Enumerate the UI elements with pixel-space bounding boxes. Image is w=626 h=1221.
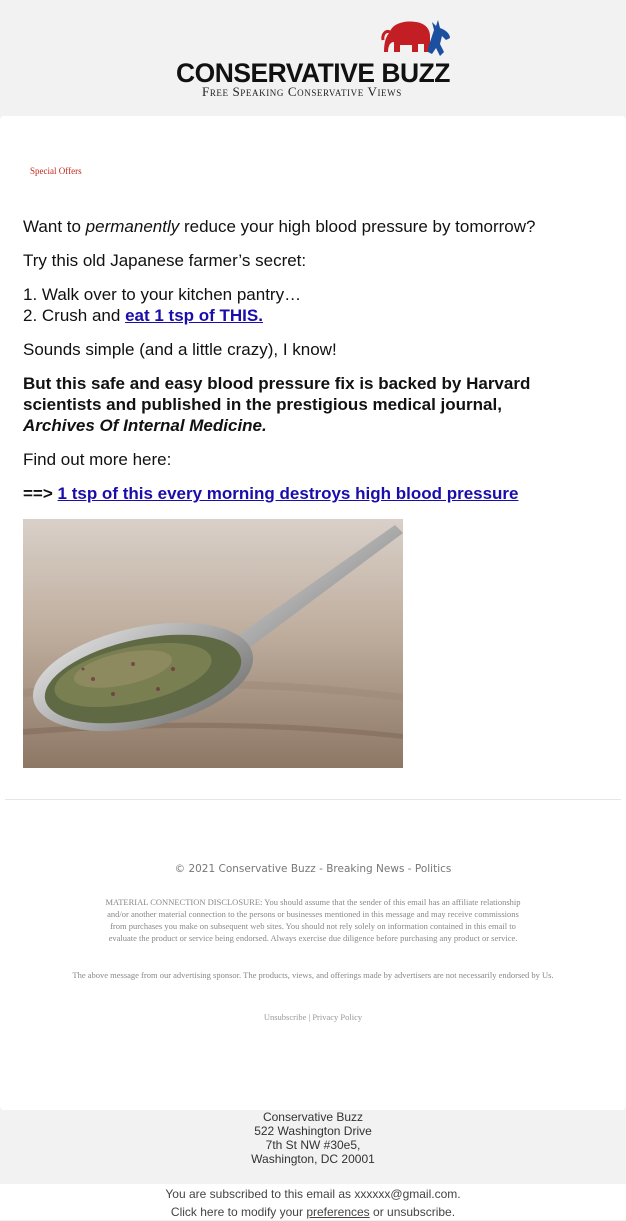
address-line-3: Washington, DC 20001 [251, 1152, 375, 1166]
disclosure-text: MATERIAL CONNECTION DISCLOSURE: You should assume that the sender of this email has an affiliate relationship and/or another material connection to the persons or businesses mentioned in this message and may receive commissions from purchases you make on subsequent web sites. You should not rely solely on information contained in this email to evaluate the product or service being endorsed. Always exercise due diligence before purchasing any product or service. [105, 897, 521, 943]
steps-paragraph [23, 284, 603, 326]
modify-text-end: or unsubscribe. [369, 1205, 456, 1219]
address-line-1: 522 Washington Drive [254, 1124, 372, 1138]
content-divider [5, 799, 621, 800]
logo-tagline: Free Speaking Conservative Views [202, 84, 402, 99]
main-cta [23, 483, 603, 504]
modify-notice [0, 1203, 626, 1221]
main-cta-link[interactable]: 1 tsp of this every morning destroys high blood pressure [57, 484, 519, 503]
privacy-policy-link[interactable]: Privacy Policy [312, 1012, 363, 1022]
step-1: 1. Walk over to your kitchen pantry… [23, 285, 302, 304]
herb-spoon-image[interactable] [23, 519, 403, 768]
address-name: Conservative Buzz [262, 1110, 364, 1124]
secret-paragraph: Try this old Japanese farmer’s secret: [23, 251, 307, 270]
harvard-text: But this safe and easy blood pressure fix is backed by Harvard scientists and published in the prestigious medical journal, [23, 374, 531, 414]
copyright-text: © 2021 Conservative Buzz - Breaking News - Politics [174, 863, 452, 875]
journal-name: Archives Of Internal Medicine. [23, 416, 267, 435]
link-separator: | [308, 1012, 311, 1022]
arrow-text: ==> [23, 484, 53, 503]
special-offers-label: Special Offers [30, 166, 82, 176]
email-body [23, 216, 603, 517]
intro-paragraph [23, 216, 603, 237]
intro-text-end: reduce your high blood pressure by tomorrow? [179, 217, 536, 236]
intro-emphasis: permanently [85, 217, 180, 236]
intro-text: Want to [23, 217, 86, 236]
modify-text: Click here to modify your [170, 1205, 307, 1219]
footer-links [0, 1012, 626, 1022]
preferences-link[interactable]: preferences [306, 1205, 370, 1219]
address-line-2: 7th St NW #30e5, [265, 1138, 361, 1152]
mailing-address [0, 1110, 626, 1166]
simple-paragraph: Sounds simple (and a little crazy), I know! [23, 340, 337, 359]
subscription-footer [0, 1184, 626, 1220]
unsubscribe-link[interactable]: Unsubscribe [263, 1012, 307, 1022]
find-out-paragraph: Find out more here: [23, 450, 172, 469]
step-2-text: 2. Crush and [23, 306, 126, 325]
harvard-paragraph [23, 373, 603, 436]
sponsor-text: The above message from our advertising sponsor. The products, views, and offerings made by advertisers are not necessarily endorsed by Us. [72, 970, 554, 980]
step-2-link[interactable]: eat 1 tsp of THIS. [125, 306, 263, 325]
email-card [0, 116, 626, 1110]
logo-wordmark: CONSERVATIVE BUZZ [176, 58, 450, 88]
site-logo[interactable] [174, 18, 454, 98]
herb-spoon-illustration [23, 519, 403, 768]
email-header [0, 0, 626, 116]
subscribed-notice: You are subscribed to this email as xxxxxx@gmail.com. [165, 1187, 461, 1201]
